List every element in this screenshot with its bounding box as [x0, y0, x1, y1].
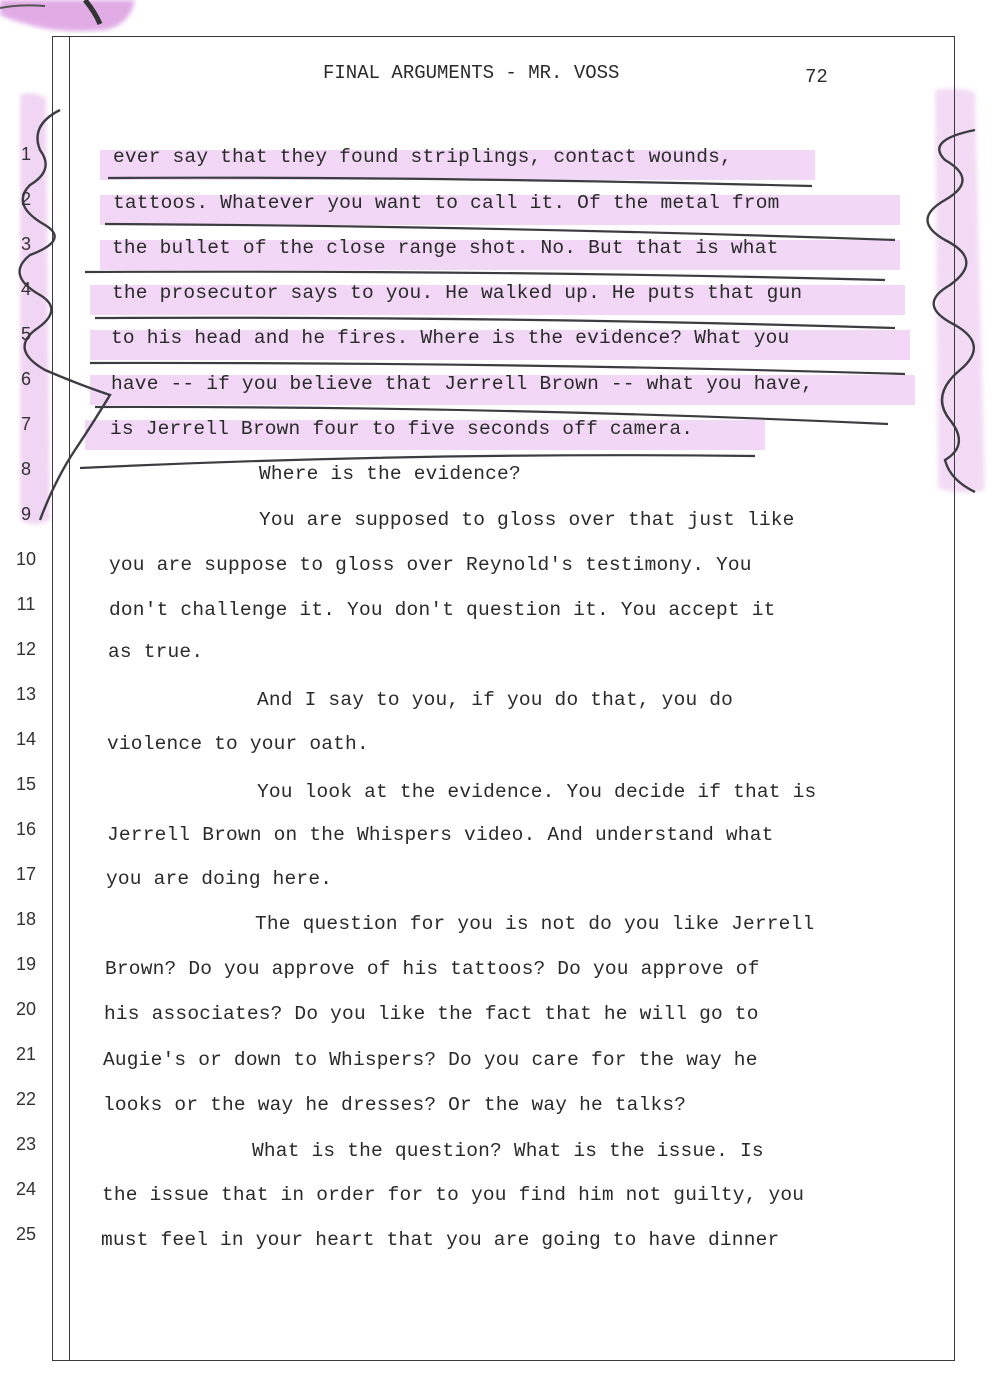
transcript-line: violence to your oath. — [107, 733, 369, 755]
transcript-line: must feel in your heart that you are going to have dinner — [101, 1229, 780, 1251]
line-number: 2 — [20, 189, 31, 209]
line-number: 15 — [15, 774, 37, 794]
transcript-line: the bullet of the close range shot. No. But that is what — [112, 237, 779, 259]
transcript-line: his associates? Do you like the fact that he will go to — [104, 1003, 759, 1025]
line-number: 12 — [15, 639, 37, 659]
transcript-line: don't challenge it. You don't question it. You accept it — [109, 599, 776, 621]
transcript-line: you are doing here. — [106, 868, 333, 890]
transcript-line: You are supposed to gloss over that just like — [259, 509, 795, 531]
transcript-line: The question for you is not do you like Jerrell — [255, 913, 815, 935]
header-title: FINAL ARGUMENTS - MR. VOSS — [323, 62, 620, 84]
page-number: 72 — [805, 66, 828, 88]
transcript-line: to his head and he fires. Where is the evidence? What you — [111, 327, 790, 349]
line-number: 1 — [20, 144, 31, 164]
transcript-line: you are suppose to gloss over Reynold's testimony. You — [109, 554, 752, 576]
transcript-line: is Jerrell Brown four to five seconds off camera. — [110, 418, 694, 440]
line-number: 7 — [20, 414, 31, 434]
line-number: 23 — [15, 1134, 37, 1154]
transcript-line: You look at the evidence. You decide if that is — [257, 781, 817, 803]
line-number: 3 — [20, 234, 31, 254]
line-number: 4 — [20, 279, 31, 299]
transcript-line: tattoos. Whatever you want to call it. Of the metal from — [113, 192, 780, 214]
transcript-line: And I say to you, if you do that, you do — [257, 689, 734, 711]
transcript-line: the prosecutor says to you. He walked up. He puts that gun — [112, 282, 803, 304]
transcript-line: the issue that in order for to you find him not guilty, you — [102, 1184, 805, 1206]
transcript-line: Where is the evidence? — [259, 463, 521, 485]
line-number: 9 — [20, 504, 31, 524]
transcript-line: Augie's or down to Whispers? Do you care for the way he — [103, 1049, 758, 1071]
transcript-line: as true. — [108, 641, 204, 663]
line-number: 24 — [15, 1179, 37, 1199]
line-number: 11 — [16, 594, 36, 614]
line-number: 14 — [15, 729, 37, 749]
line-number: 6 — [20, 369, 31, 389]
transcript-line: have -- if you believe that Jerrell Brown -- what you have, — [111, 373, 814, 395]
line-number: 10 — [15, 549, 37, 569]
transcript-line: ever say that they found striplings, contact wounds, — [113, 146, 732, 168]
transcript-line: What is the question? What is the issue. Is — [252, 1140, 764, 1162]
line-number: 20 — [15, 999, 37, 1019]
transcript-line: looks or the way he dresses? Or the way he talks? — [103, 1094, 687, 1116]
line-number: 22 — [15, 1089, 37, 1109]
line-number: 17 — [15, 864, 37, 884]
line-number: 25 — [15, 1224, 37, 1244]
line-number: 16 — [15, 819, 37, 839]
line-number: 18 — [15, 909, 37, 929]
line-number: 21 — [15, 1044, 37, 1064]
line-number: 13 — [15, 684, 37, 704]
transcript-line: Jerrell Brown on the Whispers video. And understand what — [107, 824, 774, 846]
line-number: 8 — [20, 459, 31, 479]
transcript-line: Brown? Do you approve of his tattoos? Do you approve of — [105, 958, 760, 980]
line-number: 19 — [15, 954, 37, 974]
line-number: 5 — [20, 324, 31, 344]
